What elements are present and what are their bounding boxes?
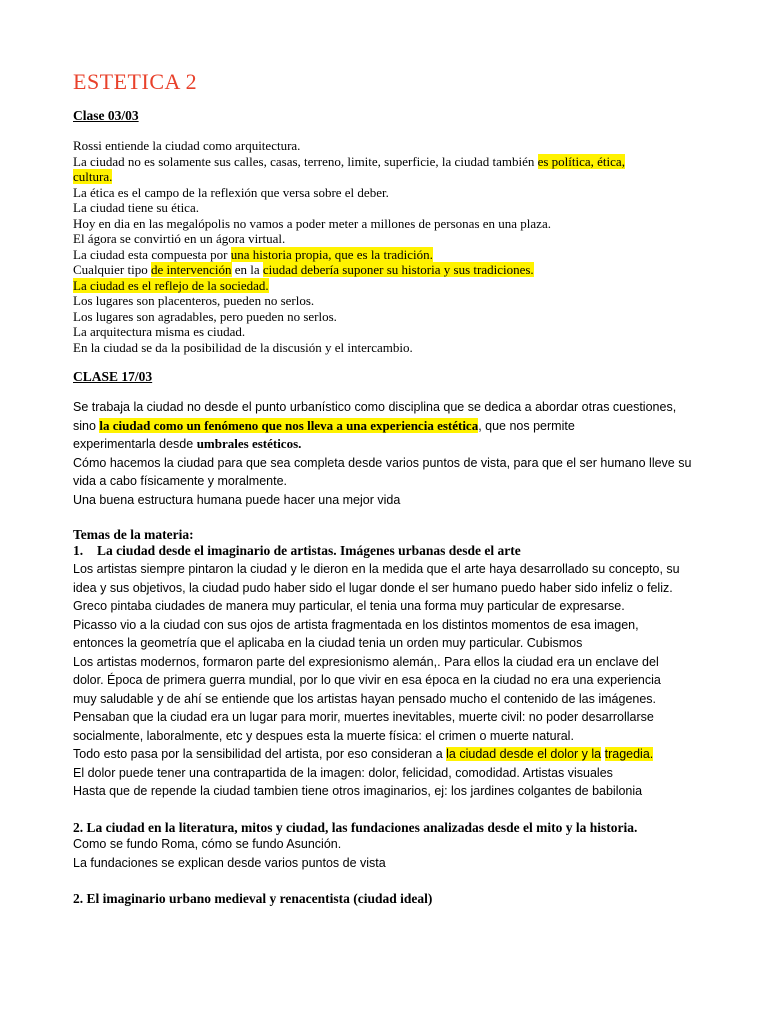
text-line (73, 616, 680, 635)
text-segment: umbrales estéticos. (196, 436, 302, 451)
highlighted-text: ciudad debería suponer su historia y sus tradiciones. (262, 262, 534, 277)
text-segment: Pensaban que la ciudad era un lugar para morir, muertes inevitables, muerte civil: no poder desarrollarse (73, 710, 654, 724)
text-segment: vida a cabo físicamente y moralmente. (73, 474, 287, 488)
text-line (73, 579, 680, 598)
text-line (73, 324, 625, 340)
text-segment: La ciudad tiene su ética. (73, 200, 199, 215)
text-segment: idea y sus objetivos, la ciudad pudo haber sido el lugar donde el ser humano puedo haber sido infeliz o feliz. (73, 580, 673, 595)
document-title: ESTETICA 2 (73, 69, 198, 94)
text-segment: Una buena estructura humana puede hacer una mejor vida (73, 492, 401, 507)
text-line (73, 169, 625, 185)
text-segment: El dolor puede tener una contrapartida de la imagen: dolor, felicidad, comodidad. Artistas visuales (73, 765, 613, 780)
text-line (73, 200, 625, 216)
text-line (73, 231, 625, 247)
text-segment: Picasso vio a la ciudad con sus ojos de artista fragmentada en los distintos momentos de esa imagen, (73, 617, 639, 632)
text-line (73, 745, 680, 764)
text-segment: En la ciudad se da la posibilidad de la discusión y el intercambio. (73, 339, 413, 355)
text-line (73, 597, 680, 616)
text-segment: Cómo hacemos la ciudad para que sea completa desde varios puntos de vista, para que el ser humano lleve su (73, 455, 692, 470)
highlighted-text: tragedia. (604, 747, 654, 761)
text-line (73, 472, 691, 491)
text-line (73, 454, 691, 473)
text-line (73, 708, 680, 727)
text-segment: El ágora se convirtió en un ágora virtual. (73, 231, 286, 246)
text-segment: Los lugares son placenteros, pueden no serlos. (73, 293, 315, 308)
text-line (73, 690, 680, 709)
text-line (73, 216, 625, 232)
text-segment: en la (231, 262, 263, 277)
text-segment: La ética es el campo de la reflexión que versa sobre el deber. (73, 184, 389, 200)
text-line (73, 634, 680, 653)
text-line (73, 560, 680, 579)
text-segment: Los lugares son agradables, pero pueden no serlos. (73, 308, 337, 324)
text-segment: Como se fundo Roma, cómo se fundo Asunción. (73, 837, 342, 851)
highlighted-text: cultura. (73, 169, 113, 184)
text-segment: , que nos permite (478, 418, 575, 433)
text-segment: Todo esto pasa por la sensibilidad del artista, por eso consideran a (73, 747, 447, 761)
highlighted-text: la ciudad desde el dolor y la (446, 747, 602, 761)
text-segment: Rossi entiende la ciudad como arquitectura. (73, 138, 301, 153)
text-segment: La arquitectura misma es ciudad. (73, 324, 246, 339)
highlighted-text: es política, ética, (537, 153, 625, 169)
highlighted-text: la ciudad como un fenómeno que nos lleva a una experiencia estética (99, 417, 479, 433)
text-segment: muy saludable y de ahí se entiende que los artistas hayan pensado mucho el contenido de las imágenes. (73, 691, 657, 706)
text-segment: entonces la geometría que el aplicaba en la ciudad tenia un orden muy particular. Cubismos (73, 636, 583, 650)
temas-heading: Temas de la materia: (73, 527, 194, 542)
text-segment: Greco pintaba ciudades de manera muy particular, el tenia una forma muy particular de expresarse. (73, 599, 625, 613)
text-line (73, 671, 680, 690)
tema-3-heading: 2. El imaginario urbano medieval y renacentista (ciudad ideal) (73, 891, 433, 906)
text-segment: sino (73, 418, 100, 433)
text-line (73, 854, 386, 873)
text-segment: Los artistas modernos, formaron parte del expresionismo alemán,. Para ellos la ciudad era un enclave del (73, 654, 659, 669)
highlighted-text: una historia propia, que es la tradición. (230, 246, 433, 262)
text-segment: La fundaciones se explican desde varios puntos de vista (73, 855, 386, 870)
text-line (73, 653, 680, 672)
text-segment: Los artistas siempre pintaron la ciudad y le dieron en la medida que el arte haya desarrollado su concepto, su (73, 562, 680, 576)
tema-2-heading: 2. La ciudad en la literatura, mitos y ciudad, las fundaciones analizadas desde el mito y la historia. (73, 820, 638, 835)
text-segment: Hasta que de repende la ciudad tambien tiene otros imaginarios, ej: los jardines colgantes de babilonia (73, 784, 643, 798)
text-line (73, 727, 680, 746)
tema-1-text (73, 560, 680, 801)
text-segment: experimentarla desde (73, 437, 197, 451)
text-line (73, 154, 625, 170)
text-segment: Se trabaja la ciudad no desde el punto urbanístico como disciplina que se dedica a abordar otras cuestiones, (73, 400, 677, 414)
text-line (73, 278, 625, 294)
clase-0303-text (73, 138, 625, 355)
tema-1-title: La ciudad desde el imaginario de artistas. Imágenes urbanas desde el arte (97, 543, 521, 558)
highlighted-text: de intervención (151, 262, 232, 277)
tema-2-text (73, 835, 386, 872)
text-line (73, 262, 625, 278)
text-segment: socialmente, laboralmente, etc y despues esta la muerte física: el crimen o muerte natural. (73, 728, 574, 743)
text-line (73, 417, 691, 436)
text-line (73, 435, 691, 454)
text-line (73, 185, 625, 201)
text-line (73, 398, 691, 417)
text-line (73, 247, 625, 263)
text-line (73, 138, 625, 154)
clase-1703-text (73, 398, 691, 509)
text-line (73, 764, 680, 783)
highlighted-text: La ciudad es el reflejo de la sociedad. (73, 277, 269, 293)
text-line (73, 835, 386, 854)
text-line (73, 309, 625, 325)
text-segment: La ciudad no es solamente sus calles, casas, terreno, limite, superficie, la ciudad también (73, 153, 538, 169)
section-heading-clase-1703: CLASE 17/03 (73, 369, 153, 384)
tema-1-number: 1. (73, 543, 84, 558)
text-line (73, 491, 691, 510)
text-segment: Hoy en dia en las megalópolis no vamos a poder meter a millones de personas en una plaza. (73, 215, 551, 231)
text-line (73, 293, 625, 309)
text-segment: Cualquier tipo (73, 262, 151, 277)
text-segment: La ciudad esta compuesta por (73, 246, 231, 262)
tema-1-heading (73, 543, 521, 559)
section-heading-clase-0303: Clase 03/03 (73, 108, 139, 123)
text-line (73, 340, 625, 356)
text-line (73, 782, 680, 801)
text-segment: dolor. Época de primera guerra mundial, por lo que vivir en esa época en la ciudad no era una experiencia (73, 673, 661, 687)
